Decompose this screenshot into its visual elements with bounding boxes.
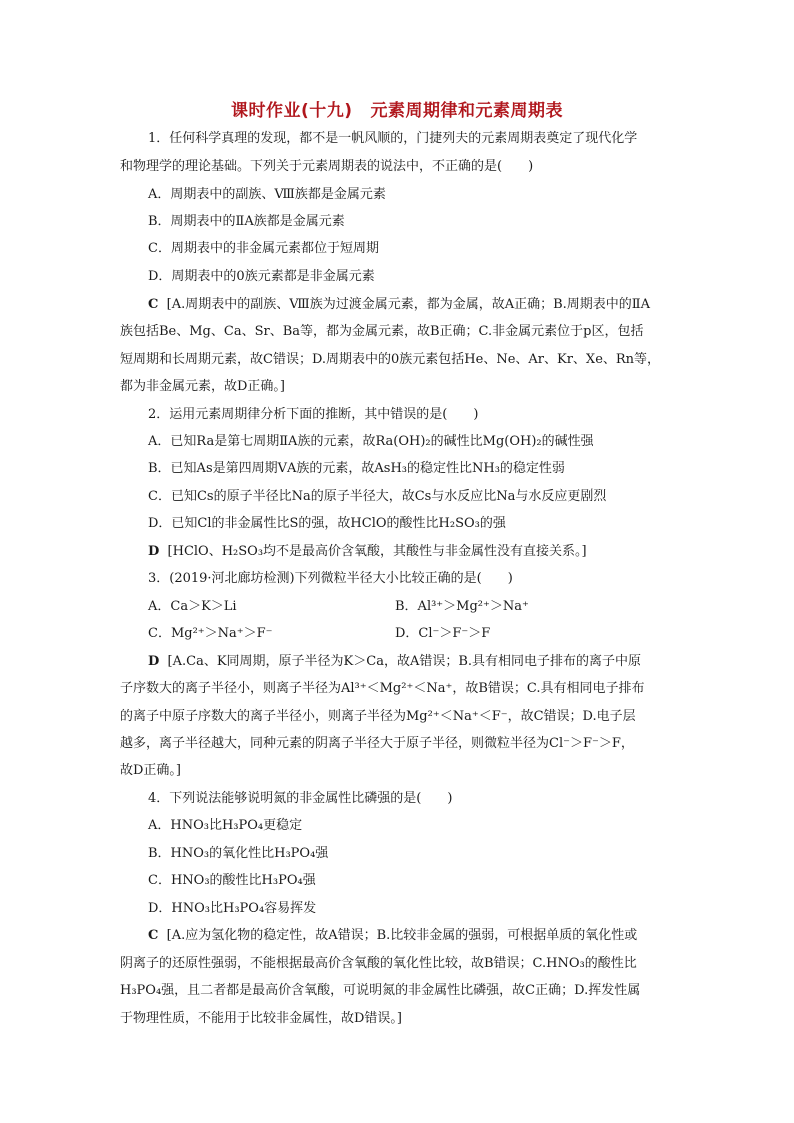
q2-explanation	[148, 543, 587, 561]
q4-exp1: [A.应为氢化物的稳定性，故A错误；B.比较非金属的强弱，可根据单质的氧化性或	[166, 928, 638, 943]
q2-stem: 2．运用元素周期律分析下面的推断，其中错误的是( )	[148, 407, 479, 422]
q1-option-b: B．周期表中的ⅡA族都是金属元素	[148, 214, 345, 229]
q4-answer: C	[148, 928, 159, 943]
q1-stem-line1: 1．任何科学真理的发现，都不是一帆风顺的，门捷列夫的元素周期表奠定了现代化学	[148, 131, 638, 146]
q4-explanation-line1	[148, 927, 637, 945]
q2-option-c: C．已知Cs的原子半径比Na的原子半径大，故Cs与水反应比Na与水反应更剧烈	[148, 489, 607, 504]
q3-option-a: A．Ca＞K＞Li	[148, 599, 237, 614]
q1-explanation-line4: 都为非金属元素，故D正确。]	[120, 379, 285, 394]
q4-stem: 4．下列说法能够说明氮的非金属性比磷强的是( )	[148, 791, 453, 806]
q3-option-c: C．Mg²⁺＞Na⁺＞F⁻	[148, 626, 273, 641]
title-left: 课时作业(十九)	[230, 101, 353, 121]
q3-explanation-line2: 子序数大的离子半径小，则离子半径为Al³⁺＜Mg²⁺＜Na⁺，故B错误；C.具有相同电子排布	[120, 681, 645, 696]
q4-option-b: B．HNO₃的氧化性比H₃PO₄强	[148, 846, 329, 861]
q3-exp1: [A.Ca、K同周期，原子半径为K＞Ca，故A错误；B.具有相同电子排布的离子中原	[167, 654, 642, 669]
q4-explanation-line2: 阴离子的还原性强弱，不能根据最高价含氧酸的氧化性比较，故B错误；C.HNO₃的酸性比	[120, 956, 637, 971]
q1-exp1: [A.周期表中的副族、Ⅷ族为过渡金属元素，都为金属，故A正确；B.周期表中的ⅡA	[166, 297, 650, 312]
q3-option-d: D．Cl⁻＞F⁻＞F	[395, 626, 491, 641]
q1-explanation-line1	[148, 296, 650, 314]
q1-explanation-line3: 短周期和长周期元素，故C错误；D.周期表中的0族元素包括He、Ne、Ar、Kr、Xe、Rn等，	[120, 352, 661, 367]
q3-stem: 3．(2019·河北廊坊检测)下列微粒半径大小比较正确的是( )	[148, 571, 513, 586]
q3-option-b: B．Al³⁺＞Mg²⁺＞Na⁺	[395, 599, 529, 614]
q2-option-a: A．已知Ra是第七周期ⅡA族的元素，故Ra(OH)₂的碱性比Mg(OH)₂的碱性强	[148, 434, 594, 449]
q1-option-a: A．周期表中的副族、Ⅷ族都是金属元素	[148, 187, 386, 202]
q3-explanation-line5: 故D正确。]	[120, 763, 181, 778]
page-title	[0, 96, 794, 121]
q1-explanation-line2: 族包括Be、Mg、Ca、Sr、Ba等，都为金属元素，故B正确；C.非金属元素位于p区，包括	[120, 324, 644, 339]
q4-explanation-line4: 于物理性质，不能用于比较非金属性，故D错误。]	[120, 1011, 402, 1026]
q2-option-b: B．已知As是第四周期ⅤA族的元素，故AsH₃的稳定性比NH₃的稳定性弱	[148, 461, 565, 476]
q4-option-c: C．HNO₃的酸性比H₃PO₄强	[148, 873, 316, 888]
q1-option-d: D．周期表中的0族元素都是非金属元素	[148, 269, 375, 284]
q3-explanation-line4: 越多，离子半径越大，同种元素的阴离子半径大于原子半径，则微粒半径为Cl⁻＞F⁻＞F，	[120, 736, 634, 751]
q4-explanation-line3: H₃PO₄强，且二者都是最高价含氧酸，可说明氮的非金属性比磷强，故C正确；D.挥发性属	[120, 983, 641, 998]
q1-option-c: C．周期表中的非金属元素都位于短周期	[148, 241, 379, 256]
q4-option-a: A．HNO₃比H₃PO₄更稳定	[148, 818, 303, 833]
q4-option-d: D．HNO₃比H₃PO₄容易挥发	[148, 901, 317, 916]
q2-answer: D	[148, 544, 160, 559]
q2-exp: [HClO、H₂SO₃均不是最高价含氧酸，其酸性与非金属性没有直接关系。]	[167, 544, 587, 559]
title-right: 元素周期律和元素周期表	[370, 101, 564, 121]
q1-answer: C	[148, 297, 159, 312]
q3-answer: D	[148, 654, 160, 669]
q2-option-d: D．已知Cl的非金属性比S的强，故HClO的酸性比H₂SO₃的强	[148, 516, 506, 531]
q1-stem-line2: 和物理学的理论基础。下列关于元素周期表的说法中，不正确的是( )	[120, 159, 534, 174]
q3-explanation-line1	[148, 653, 641, 671]
q3-explanation-line3: 的离子中原子序数大的离子半径小，则离子半径为Mg²⁺＜Na⁺＜F⁻，故C错误；D.电子层	[120, 709, 636, 724]
